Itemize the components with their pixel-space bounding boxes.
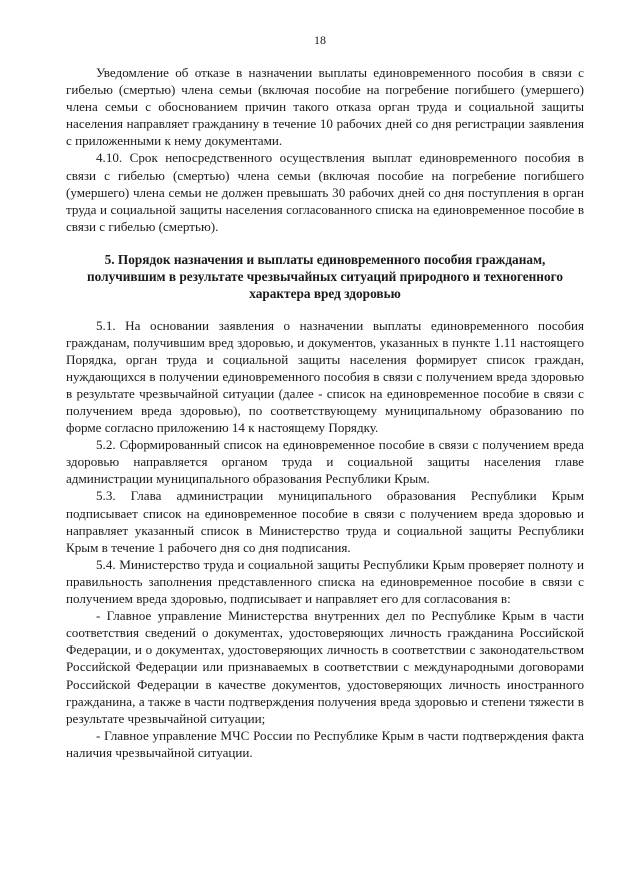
paragraph-5-2: 5.2. Сформированный список на единовременное пособие в связи с получением вреда здоровью направляется органом труда и социальной защиты населения главе администрации муниципального образования Республики Крым.	[66, 437, 584, 487]
section-5-title: 5. Порядок назначения и выплаты единовременного пособия гражданам, получившим в результате чрезвычайных ситуаций природного и техногенного характера вред здоровью	[87, 251, 563, 302]
list-item-mvd: - Главное управление Министерства внутренних дел по Республике Крым в части соответствия сведений о документах, удостоверяющих личность гражданина Российской Федерации, и о документах, удостоверяющих личность в соответствии с законодательством Российской Федерации или признаваемых в соответствии с международными договорами Российской Федерации в качестве документов, удостоверяющих личность иностранного гражданина, а также в части подтверждения получения вреда здоровью и степени тяжести в результате чрезвычайной ситуации;	[66, 608, 584, 726]
paragraph-4-10: 4.10. Срок непосредственного осуществления выплат единовременного пособия в связи с гибелью (смертью) члена семьи (включая пособие на погребение погибшего (умершего) члена семьи не должен превышать 30 рабочих дней со дня поступления в орган труда и социальной защиты населения согласованного списка на единовременное пособие в связи с гибелью (смертью).	[66, 150, 584, 234]
paragraph-refusal-notice: Уведомление об отказе в назначении выплаты единовременного пособия в связи с гибелью (смертью) члена семьи (включая пособие на погребение погибшего (умершего) члена семьи с обоснованием причин такого отказа орган труда и социальной защиты населения направляет гражданину в течение 10 рабочих дней со дня регистрации заявления с приложенными к нему документами.	[66, 65, 584, 149]
paragraph-5-3: 5.3. Глава администрации муниципального образования Республики Крым подписывает список на единовременное пособие в связи с получением вреда здоровью и направляет указанный список в Министерство труда и социальной защиты Республики Крым в течение 1 рабочего дня со дня подписания.	[66, 488, 584, 555]
page-number: 18	[314, 33, 326, 47]
list-item-mchs: - Главное управление МЧС России по Республике Крым в части подтверждения факта наличия чрезвычайной ситуации.	[66, 727, 584, 760]
document-body	[66, 64, 584, 761]
paragraph-5-1: 5.1. На основании заявления о назначении выплаты единовременного пособия гражданам, получившим вред здоровью, и документов, указанных в пункте 1.11 настоящего Порядка, орган труда и социальной защиты населения формирует список граждан, нуждающихся в получении единовременного пособия в связи с получением вреда здоровью в результате чрезвычайной ситуации (далее - список на единовременное пособие в связи с получением вреда здоровью), по соответствующему муниципальному образованию по форме согласно приложению 14 к настоящему Порядку.	[66, 317, 584, 436]
paragraph-5-4: 5.4. Министерство труда и социальной защиты Республики Крым проверяет полноту и правильность заполнения представленного списка на единовременное пособие в связи с получением вреда здоровью, подписывает и направляет его для согласования в:	[66, 556, 584, 607]
